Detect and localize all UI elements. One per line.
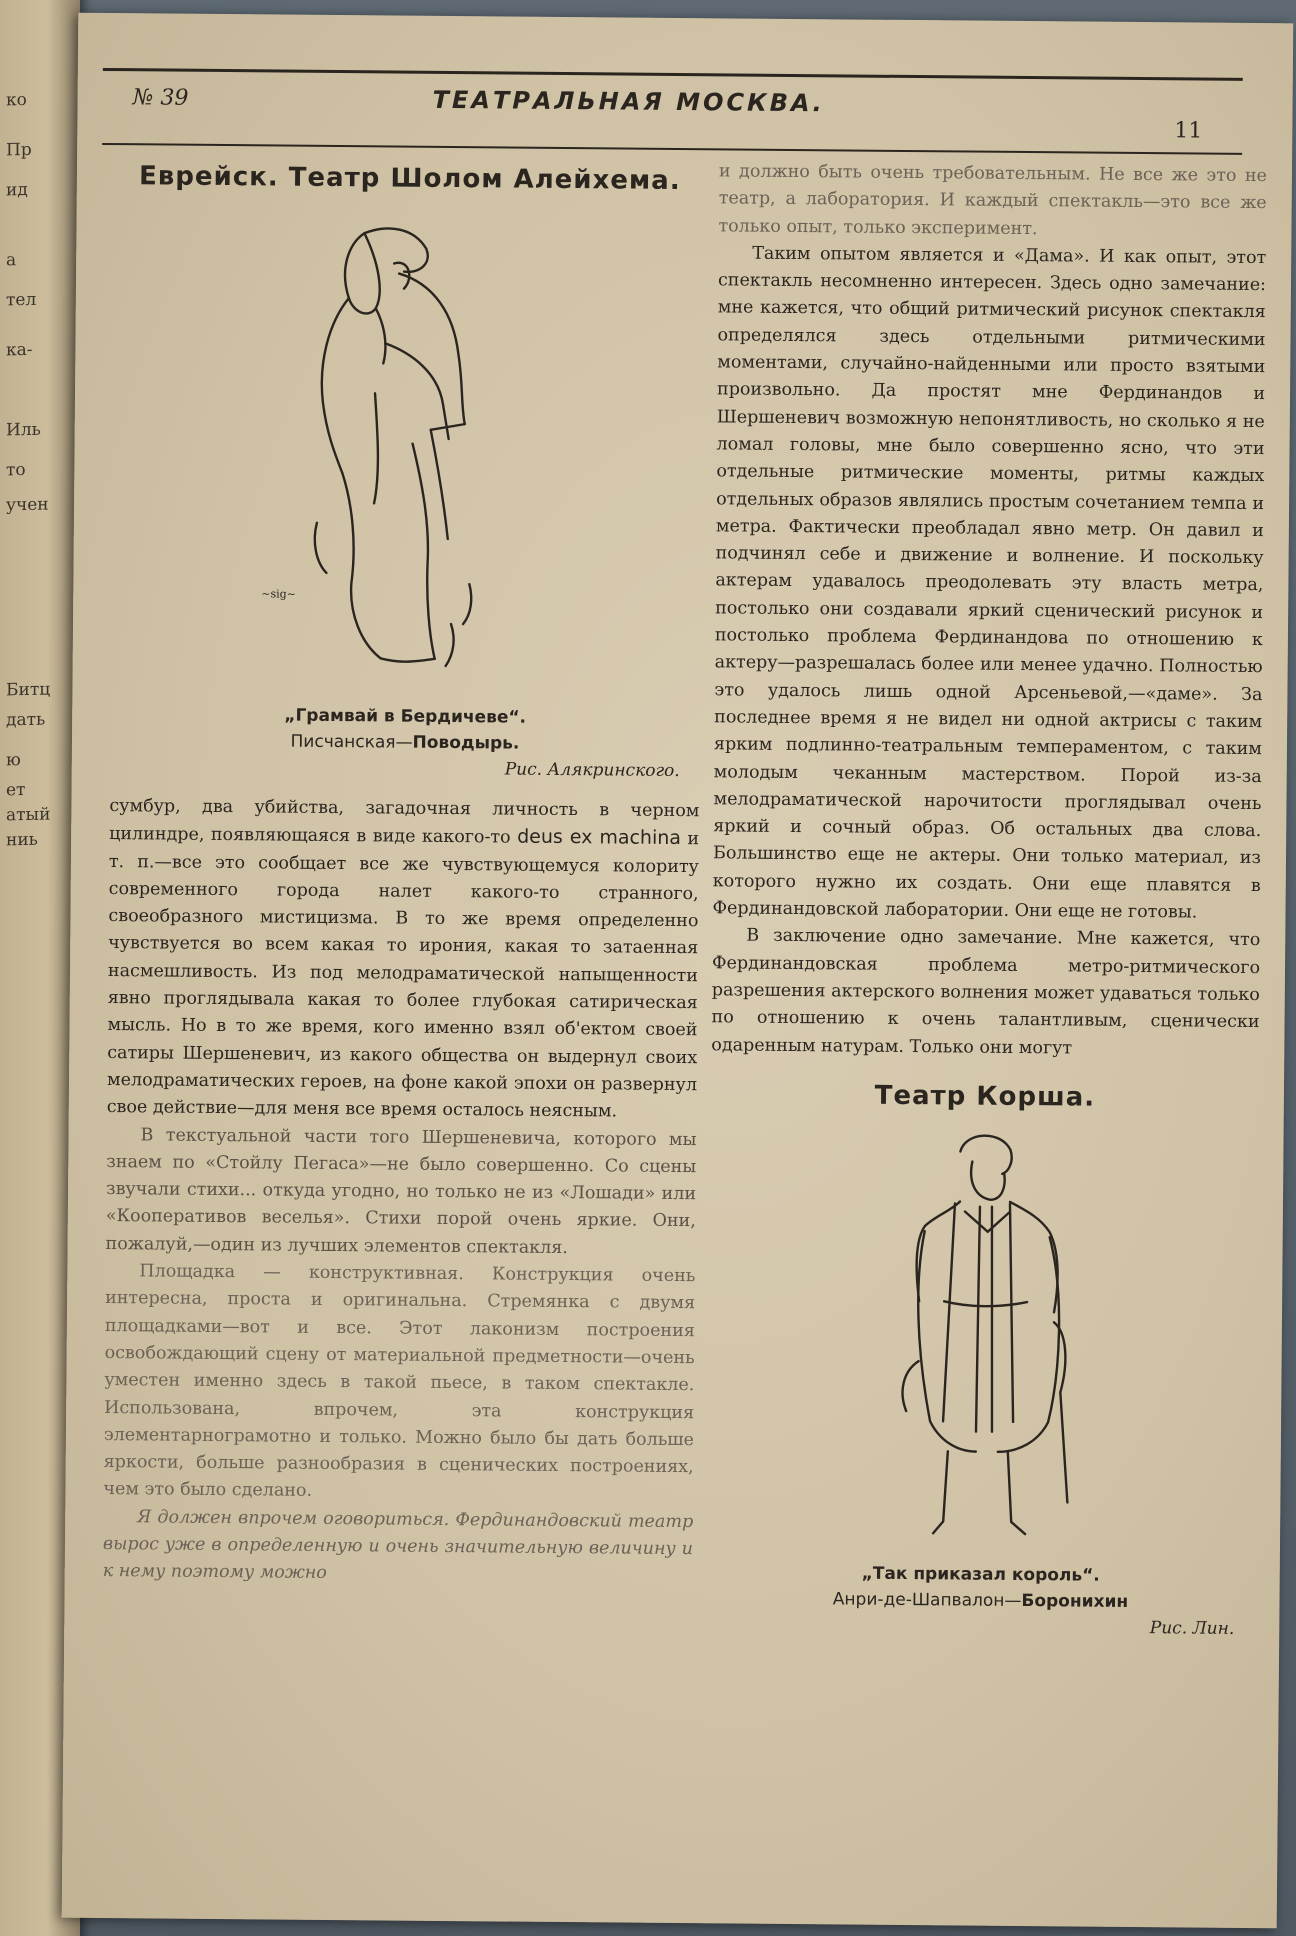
paragraph-part: сумбур, два убийства, загадочная личность в черном цилиндре, появляющаяся в виде какого-то — [109, 796, 700, 848]
caption-role: Поводырь. — [412, 732, 520, 754]
issue-number: № 39 — [132, 85, 189, 111]
prev-page-fragment: ид — [6, 179, 28, 201]
page-number: 11 — [1174, 118, 1203, 144]
paragraph: Площадка — конструктивная. Конструкция очень интересна, проста и оригинальна. Стремянка с двумя площадками—вот и все. Этот лаконизм построения освобождающий сцену от материальной предметности—очень уместен именно здесь в такой пьесе, в таком спектакле. Использована, впрочем, эта конструкция элементарнограмотно и только. Можно было бы дать больше яркости, больше разнообразия в сценических построениях, чем это было сделано. — [103, 1261, 696, 1502]
paragraph: и должно быть очень требовательным. Не все же это не театр, а лаборатория. И каждый спектакль—это все же только опыт, только эксперимент. — [718, 161, 1268, 239]
caption-play-title: „Грамвай в Бердичеве“. — [284, 705, 527, 728]
paragraph — [107, 793, 700, 1127]
caption-role: Боронихин — [1021, 1590, 1129, 1612]
prev-page-fragment: атый — [6, 804, 51, 826]
prev-page-fragment: ко — [6, 89, 27, 111]
left-column — [103, 153, 705, 1591]
section-title-korsh: Театр Корша. — [874, 1080, 1096, 1113]
paragraph: В заключение одно замечание. Мне кажется, что Фердинандовская проблема метро-ритмического разрешения актерского волнения может удаваться только по отношению к очень талантливым, сценически одаренным натурам. Только они могут — [711, 925, 1261, 1058]
prev-page-fragment: дать — [6, 709, 46, 731]
prev-page-fragment: Пр — [6, 139, 32, 161]
caption-credit: Рис. Алякринского. — [504, 759, 680, 782]
prev-page-fragment: а — [6, 250, 17, 271]
caption-credit: Рис. Лин. — [1149, 1617, 1235, 1639]
prev-page-fragment: Битц — [6, 679, 51, 701]
paragraph: Я должен впрочем оговориться. Фердинандовский театр вырос уже в определенную и очень значительную величину и к нему поэтому можно — [102, 1507, 694, 1584]
right-column — [706, 158, 1267, 1642]
prev-page-fragment: ю — [6, 750, 21, 771]
caption-tramway — [110, 701, 701, 784]
prev-page-fragment: ниь — [6, 829, 38, 851]
paragraph-part: и т. п.—все это сообщает все же чувствующемуся колориту современного города налет какого-то странного, своеобразного мистицизма. В то же время определенно чувствуется во всем какая то ирония, какая то затаенная насмешливость. Из под мелодраматической напыщенности явно проглядывала какая то более глубокая сатирическая мысль. Но в то же время, кого именно взял об'ектом своей сатиры Шершеневич, из какого общества он выдернул своих мелодраматических героев, на фоне какой эпохи он развернул свое действие—для меня все время осталось неясным. — [106, 829, 700, 1122]
caption-play-title: „Так приказал король“. — [861, 1563, 1100, 1586]
caption-king — [706, 1559, 1255, 1642]
prev-page-fragment: Иль — [6, 419, 41, 441]
svg-text:~sig~: ~sig~ — [261, 587, 296, 601]
page-header — [102, 68, 1243, 155]
masthead: ТЕАТРАЛЬНАЯ МОСКВА. — [432, 85, 825, 118]
prev-page-fragment: учен — [6, 494, 49, 516]
left-article-text — [103, 793, 700, 1591]
paragraph: Таким опытом является и «Дама». И как опыт, этот спектакль несомненно интересен. Здесь одно замечание: мне кажется, что общий ритмический рисунок спектакля определялся здесь отдельными ритмическими моментами, случайно-найденными или просто взятыми произвольно. Да простят мне Фердинандов и Шершеневич возможную непонятливость, но сколько я не ломал головы, мне было совершенно ясно, что эти отдельные ритмические моменты, ритмы каждых отдельных образов являлись простым сочетанием темпа и метра. Фактически преобладал явно метр. Он давил и подчинял себе и движение и волнение. И поскольку актерам удавалось преодолевать эту власть метра, постолько они создавали яркий сценический рисунок и постолько проблема Фердинандова по отношению к актеру—разрешалась более или менее удачно. Полностью это удалось лишь одной Арсеньевой,—«даме». За последнее время я не видел ни одной актрисы с таким ярким подлинно-театральным темпераментом, с таким молодым чеканным мастерством. Порой из-за мелодраматической нарочитости проглядывал очень яркий и сочный образ. Об остальных два слова. Большинство еще не актеры. Они только материал, из которого нужно их создать. Они еще плавятся в Фердинандовской лаборатории. Они еще не готовы. — [712, 243, 1267, 923]
newspaper-page — [62, 13, 1294, 1929]
prev-page-fragment: ет — [6, 779, 26, 801]
figure-sketch-king-illustration — [707, 1119, 1259, 1564]
latin-phrase: deus ex machina — [517, 825, 682, 850]
prev-page-fragment: ка- — [6, 339, 33, 361]
prev-page-fragment: тел — [6, 289, 37, 311]
paragraph: В текстуальной части того Шершеневича, которого мы знаем по «Стойлу Пегаса»—не было совершенно. Со сцены звучали стихи... откуда угодно, но только не из «Лошади» или «Кооперативов веселья». Стихи порой очень яркие. Они, пожалуй,—один из лучших элементов спектакля. — [105, 1124, 697, 1258]
caption-actor: Писчанская— — [290, 731, 413, 753]
right-article-text — [711, 158, 1267, 1064]
prev-page-fragment: то — [6, 459, 26, 481]
section-title-shalom-aleichem: Еврейск. Театр Шолом Алейхема. — [138, 161, 681, 196]
caption-actor: Анри-де-Шапвалон— — [832, 1589, 1022, 1611]
figure-sketch-illustration — [110, 201, 704, 706]
